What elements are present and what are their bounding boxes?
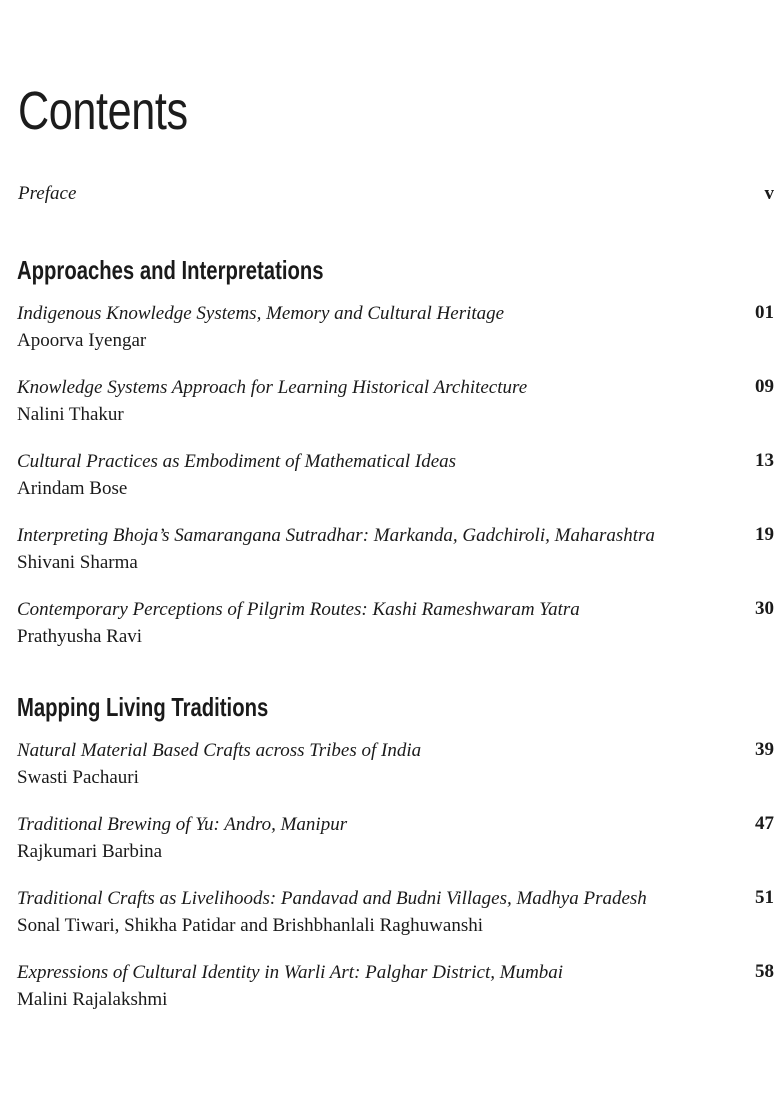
toc-entry [17,374,774,448]
entry-author: Nalini Thakur [17,404,124,425]
entry-author: Arindam Bose [17,478,128,499]
entry-page-number: 13 [755,450,774,471]
entry-page-number: 09 [755,376,774,397]
toc-entry [17,596,774,670]
entry-page-number: 19 [755,524,774,545]
entry-title: Interpreting Bhoja’s Samarangana Sutradhar: Markanda, Gadchiroli, Maharashtra [17,525,655,546]
entry-author: Malini Rajalakshmi [17,989,168,1010]
preface-title: Preface [18,183,77,204]
page-title: Contents [18,81,188,141]
entry-author: Shivani Sharma [17,552,138,573]
toc-entry [17,737,774,811]
toc-entry [17,959,774,1033]
entry-page-number: 51 [755,887,774,908]
toc-entry [17,811,774,885]
toc-entry [17,300,774,374]
section-heading: Approaches and Interpretations [17,255,324,285]
entry-title: Traditional Brewing of Yu: Andro, Manipur [17,814,348,835]
section-heading: Mapping Living Traditions [17,692,269,722]
entry-title: Knowledge Systems Approach for Learning Historical Architecture [17,377,528,398]
entry-title: Contemporary Perceptions of Pilgrim Routes: Kashi Rameshwaram Yatra [17,599,580,620]
preface-entry [18,183,774,205]
entry-title: Cultural Practices as Embodiment of Mathematical Ideas [17,451,457,472]
toc-entry [17,885,774,959]
entry-page-number: 58 [755,961,774,982]
entry-page-number: 01 [755,302,774,323]
entry-page-number: 39 [755,739,774,760]
entry-page-number: 47 [755,813,774,834]
preface-page-number: v [764,183,774,204]
section-approaches [17,255,774,670]
entry-author: Sonal Tiwari, Shikha Patidar and Brishbhanlali Raghuwanshi [17,915,484,936]
section-mapping [17,692,774,1033]
entry-page-number: 30 [755,598,774,619]
entry-author: Apoorva Iyengar [17,330,147,351]
toc-entry [17,448,774,522]
entry-title: Natural Material Based Crafts across Tribes of India [17,740,422,761]
toc-entry [17,522,774,596]
entry-title: Indigenous Knowledge Systems, Memory and Cultural Heritage [17,303,505,324]
entry-title: Traditional Crafts as Livelihoods: Pandavad and Budni Villages, Madhya Pradesh [17,888,647,909]
entry-author: Rajkumari Barbina [17,841,163,862]
entry-title: Expressions of Cultural Identity in Warli Art: Palghar District, Mumbai [17,962,564,983]
entry-author: Prathyusha Ravi [17,626,143,647]
entry-author: Swasti Pachauri [17,767,139,788]
